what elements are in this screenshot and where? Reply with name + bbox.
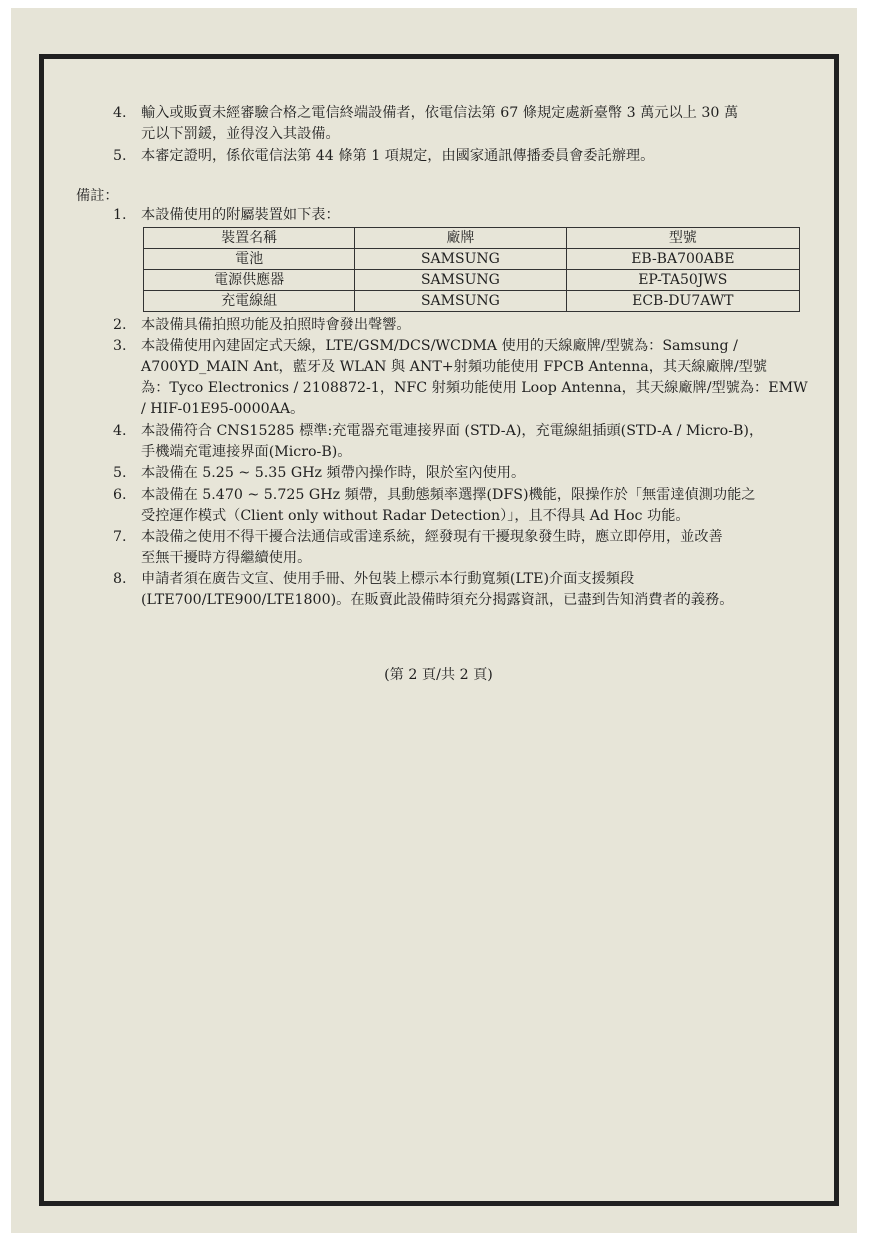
item-number: 4. xyxy=(113,105,127,121)
item-text: 申請者須在廣告文宣、使用手冊、外包裝上標示本行動寬頻(LTE)介面支援頻段 (LTE700/LTE900/LTE1800)。在販賣此設備時須充分揭露資訊，已盡到告知消費者的義務。 xyxy=(141,571,734,608)
item-text: 本設備在 5.25 ~ 5.35 GHz 頻帶內操作時，限於室內使用。 xyxy=(141,465,526,481)
remarks-heading: 備註： xyxy=(76,188,119,204)
item-number: 6. xyxy=(113,487,127,503)
cell-device-name: 電源供應器 xyxy=(144,270,355,291)
header-device-name: 裝置名稱 xyxy=(144,228,355,249)
accessory-table xyxy=(143,227,800,312)
item-number: 1. xyxy=(113,207,127,223)
cell-model: EB-BA700ABE xyxy=(566,249,799,270)
cell-model: EP-TA50JWS xyxy=(566,270,799,291)
item-text: 本設備符合 CNS15285 標準:充電器充電連接界面 (STD-A)，充電線組插頭(STD-A / Micro-B)， 手機端充電連接界面(Micro-B)。 xyxy=(141,423,764,460)
item-text: 本設備使用的附屬裝置如下表： xyxy=(141,207,340,223)
item-number: 7. xyxy=(113,529,127,545)
item-number: 8. xyxy=(113,571,127,587)
cell-device-name: 充電線組 xyxy=(144,291,355,312)
item-number: 5. xyxy=(113,148,127,164)
item-text: 本審定證明，係依電信法第 44 條第 1 項規定，由國家通訊傳播委員會委託辦理。 xyxy=(141,148,655,164)
item-text: 本設備具備拍照功能及拍照時會發出聲響。 xyxy=(141,317,411,333)
header-model: 型號 xyxy=(566,228,799,249)
cell-brand: SAMSUNG xyxy=(355,270,566,291)
cell-model: ECB-DU7AWT xyxy=(566,291,799,312)
cell-brand: SAMSUNG xyxy=(355,249,566,270)
item-text: 本設備使用內建固定式天線，LTE/GSM/DCS/WCDMA 使用的天線廠牌/型號為：Samsung / A700YD_MAIN Ant，藍牙及 WLAN 與 ANT+射頻功能使用 FPCB Antenna，其天線廠牌/型號 為：Tyco Electronics / 2108872-1，NFC 射頻功能使用 Loop Antenna，其天線廠牌/型號為：EMW / HIF-01E95-0000AA。 xyxy=(141,338,808,417)
item-text: 輸入或販賣未經審驗合格之電信終端設備者，依電信法第 67 條規定處新臺幣 3 萬元以上 30 萬 元以下罰鍰，並得沒入其設備。 xyxy=(141,105,739,142)
table-row xyxy=(144,291,800,312)
page-number: (第 2 頁/共 2 頁) xyxy=(384,667,493,683)
item-number: 5. xyxy=(113,465,127,481)
table-row xyxy=(144,249,800,270)
header-brand: 廠牌 xyxy=(355,228,566,249)
item-number: 3. xyxy=(113,338,127,354)
item-number: 2. xyxy=(113,317,127,333)
item-text: 本設備在 5.470 ~ 5.725 GHz 頻帶，具動態頻率選擇(DFS)機能，限操作於「無雷達偵測功能之 受控運作模式（Client only without Radar Detection）」，且不得具 Ad Hoc 功能。 xyxy=(141,487,756,524)
cell-device-name: 電池 xyxy=(144,249,355,270)
table-row xyxy=(144,270,800,291)
item-text: 本設備之使用不得干擾合法通信或雷達系統，經發現有干擾現象發生時，應立即停用，並改善 至無干擾時方得繼續使用。 xyxy=(141,529,723,566)
table-header-row xyxy=(144,228,800,249)
item-number: 4. xyxy=(113,423,127,439)
cell-brand: SAMSUNG xyxy=(355,291,566,312)
